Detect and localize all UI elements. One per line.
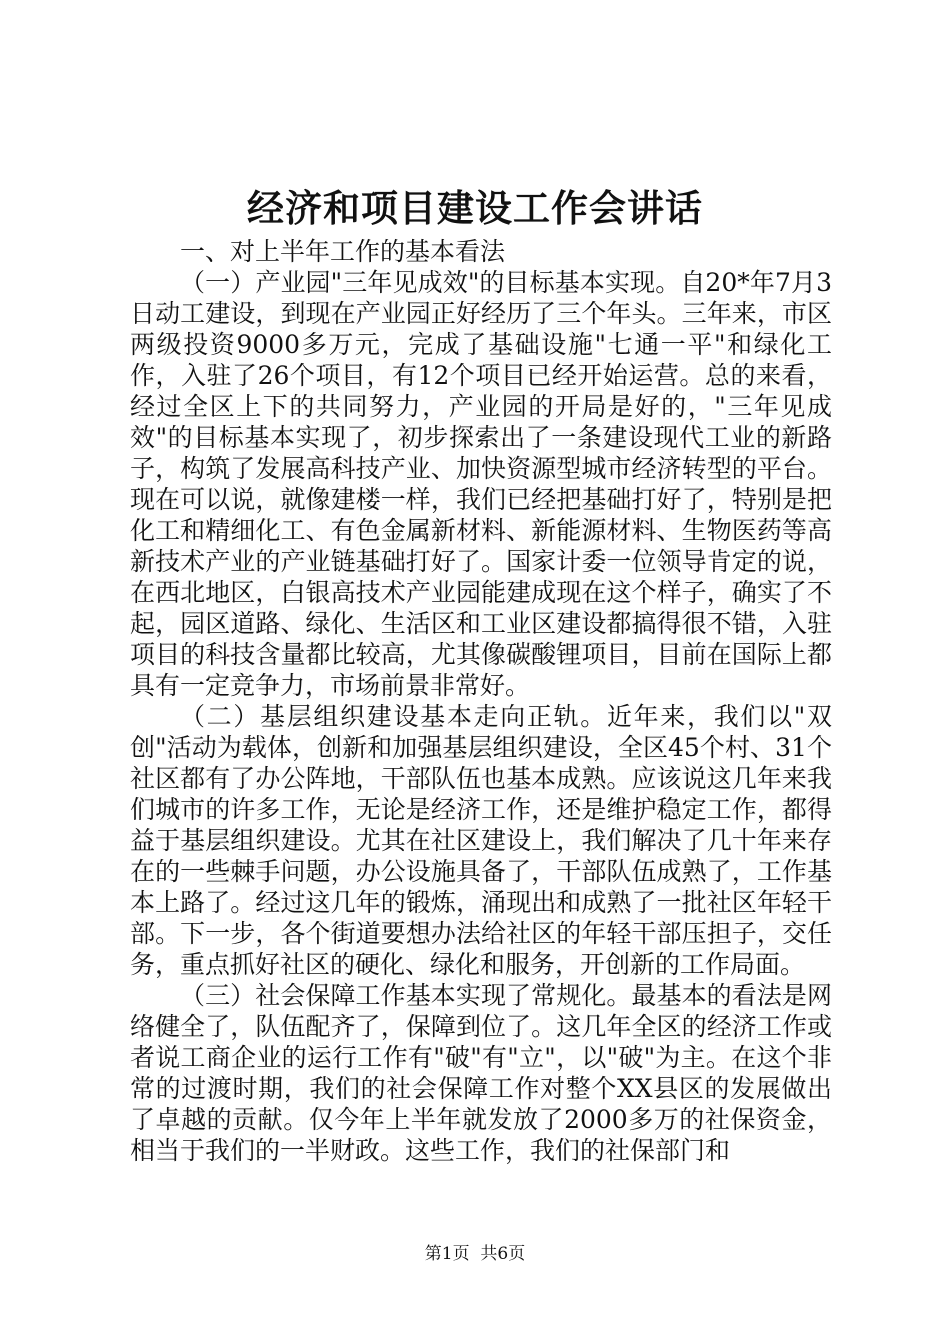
paragraph: （一）产业园"三年见成效"的目标基本实现。自20*年7月3日动工建设，到现在产业园正好经历了三个年头。三年来，市区两级投资9000多万元，完成了基础设施"七通一平"和绿化工作，入驻了26个项目，有12个项目已经开始运营。总的来看，经过全区上下的共同努力，产业园的开局是好的，"三年见成效"的目标基本实现了，初步探索出了一条建设现代工业的新路子，构筑了发展高科技产业、加快资源型城市经济转型的平台。现在可以说，就像建楼一样，我们已经把基础打好了，特别是把化工和精细化工、有色金属新材料、新能源材料、生物医药等高新技术产业的产业链基础打好了。国家计委一位领导肯定的说，在西北地区，白银高技术产业园能建成现在这个样子，确实了不起，园区道路、绿化、生活区和工业区建设都搞得很不错，入驻项目的科技含量都比较高，尤其像碳酸锂项目，目前在国际上都具有一定竞争力，市场前景非常好。: [130, 268, 832, 700]
page-total: 共6页: [480, 1244, 526, 1264]
page-footer: [0, 1242, 950, 1266]
document-body: [130, 236, 832, 1166]
paragraph: （二）基层组织建设基本走向正轨。近年来，我们以"双创"活动为载体，创新和加强基层组织建设，全区45个村、31个社区都有了办公阵地，干部队伍也基本成熟。应该说这几年来我们城市的许多工作，无论是经济工作，还是维护稳定工作，都得益于基层组织建设。尤其在社区建设上，我们解决了几十年来存在的一些棘手问题，办公设施具备了，干部队伍成熟了，工作基本上路了。经过这几年的锻炼，涌现出和成熟了一批社区年轻干部。下一步，各个街道要想办法给社区的年轻干部压担子，交任务，重点抓好社区的硬化、绿化和服务，开创新的工作局面。: [130, 702, 832, 979]
section-heading: 一、对上半年工作的基本看法: [180, 237, 506, 266]
paragraph: （三）社会保障工作基本实现了常规化。最基本的看法是网络健全了，队伍配齐了，保障到位了。这几年全区的经济工作或者说工商企业的运行工作有"破"有"立"，以"破"为主。在这个非常的过渡时期，我们的社会保障工作对整个XX县区的发展做出了卓越的贡献。仅今年上半年就发放了2000多万的社保资金，相当于我们的一半财政。这些工作，我们的社保部门和: [130, 981, 832, 1165]
page-number: 第1页: [424, 1244, 470, 1264]
document-title: 经济和项目建设工作会讲话: [247, 186, 703, 230]
